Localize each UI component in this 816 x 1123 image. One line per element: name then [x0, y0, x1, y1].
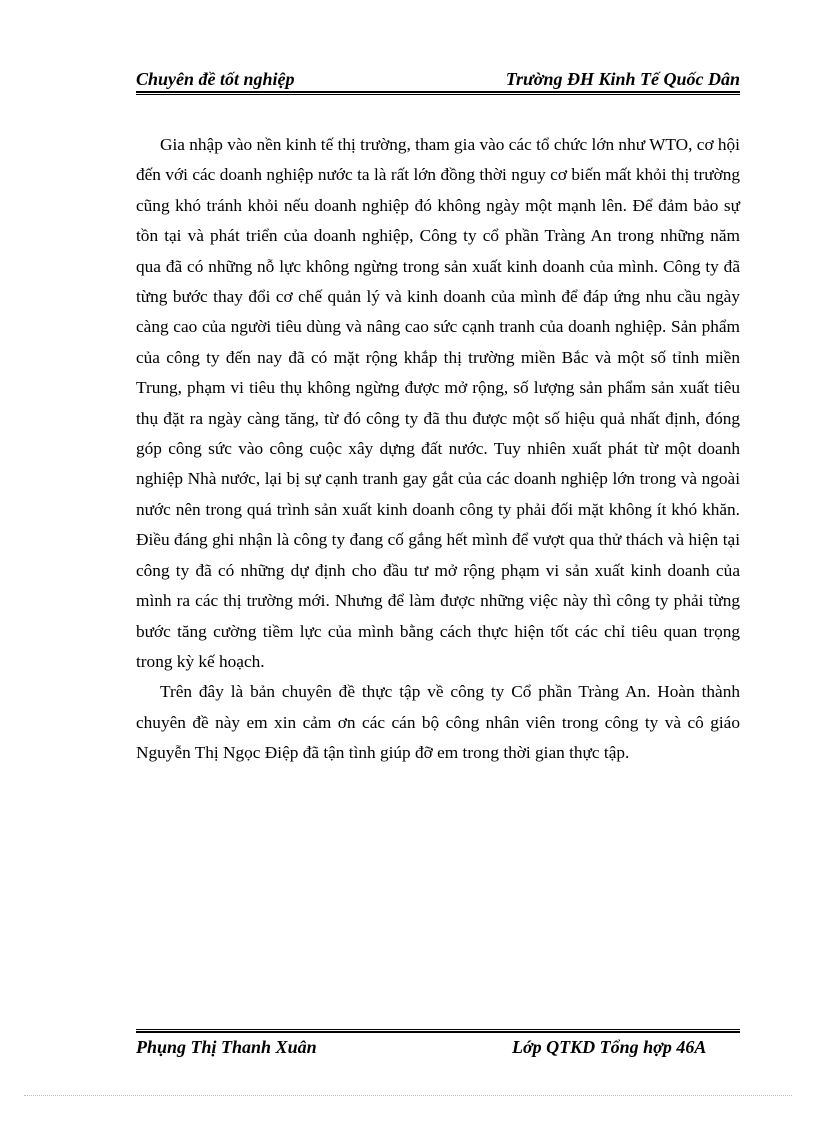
document-body	[136, 130, 740, 769]
footer-class: Lớp QTKD Tổng hợp 46A	[512, 1037, 707, 1057]
page-bottom-edge	[24, 1095, 792, 1096]
header-university: Trường ĐH Kinh Tế Quốc Dân	[505, 69, 740, 89]
header-document-type: Chuyên đề tốt nghiệp	[136, 69, 295, 89]
header-divider	[136, 91, 740, 95]
body-paragraph-1: Gia nhập vào nền kinh tế thị trường, tham gia vào các tổ chức lớn như WTO, cơ hội đến với các doanh nghiệp nước ta là rất lớn đồng thời nguy cơ biến mất khỏi thị trường cũng khó tránh khỏi nếu doanh nghiệp đó không ngày một mạnh lên. Để đảm bảo sự tồn tại và phát triển của doanh nghiệp, Công ty cổ phần Tràng An trong những năm qua đã có những nỗ lực không ngừng trong sản xuất kinh doanh của mình. Công ty đã từng bước thay đổi cơ chế quản lý và kinh doanh của mình để đáp ứng nhu cầu ngày càng cao của người tiêu dùng và nâng cao sức cạnh tranh của doanh nghiệp. Sản phẩm của công ty đến nay đã có mặt rộng khắp thị trường miền Bắc và một số tỉnh miền Trung, phạm vi tiêu thụ không ngừng được mở rộng, số lượng sản phẩm sản xuất tiêu thụ đặt ra ngày càng tăng, từ đó công ty đã thu được một số hiệu quả nhất định, đóng góp công sức vào công cuộc xây dựng đất nước. Tuy nhiên xuất phát từ một doanh nghiệp Nhà nước, lại bị sự cạnh tranh gay gắt của các doanh nghiệp lớn trong và ngoài nước nên trong quá trình sản xuất kinh doanh công ty phải đối mặt không ít khó khăn. Điều đáng ghi nhận là công ty đang cố gắng hết mình để vượt qua thử thách và hiện tại công ty đã có những dự định cho đầu tư mở rộng phạm vi sản xuất kinh doanh của mình ra các thị trường mới. Nhưng để làm được những việc này thì công ty phải từng bước tăng cường tiềm lực của mình bằng cách thực hiện tốt các chỉ tiêu quan trọng trong kỳ kế hoạch.	[136, 135, 740, 671]
page-footer	[136, 1036, 740, 1058]
footer-divider	[136, 1029, 740, 1033]
footer-author: Phụng Thị Thanh Xuân	[136, 1037, 317, 1057]
page-header	[136, 68, 740, 90]
body-paragraph-2: Trên đây là bản chuyên đề thực tập về công ty Cổ phần Tràng An. Hoàn thành chuyên đề này em xin cảm ơn các cán bộ công nhân viên trong công ty và cô giáo Nguyễn Thị Ngọc Điệp đã tận tình giúp đỡ em trong thời gian thực tập.	[136, 682, 740, 763]
